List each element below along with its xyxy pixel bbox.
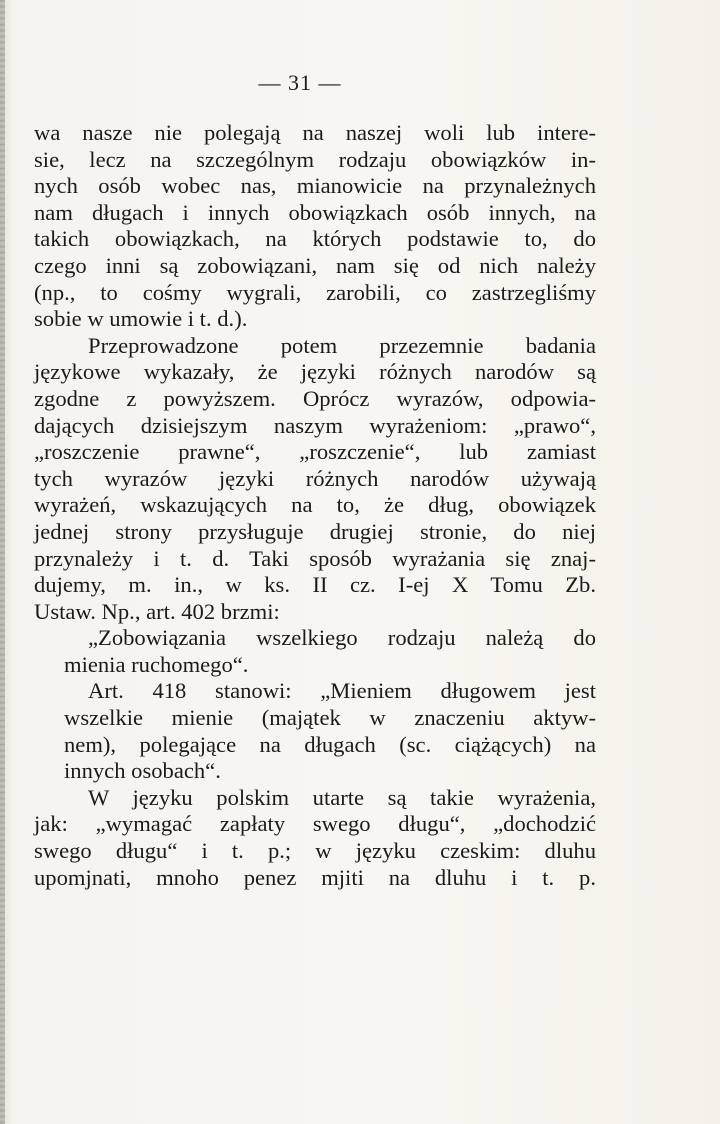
text-line: (np., to cośmy wygrali, zarobili, co zastrzegliśmy bbox=[34, 279, 596, 305]
text-line: wyrażeń, wskazujących na to, że dług, obowiązek bbox=[34, 492, 596, 518]
text-line: zgodne z powyższem. Oprócz wyrazów, odpowia- bbox=[34, 385, 596, 411]
text-line: dujemy, m. in., w ks. II cz. I-ej X Tomu Zb. bbox=[34, 572, 596, 598]
text-line: Art. 418 stanowi: „Mieniem długowem jest bbox=[88, 678, 596, 704]
text-line: nych osób wobec nas, mianowicie na przynależnych bbox=[34, 173, 596, 199]
text-line: innych osobach“. bbox=[64, 758, 221, 784]
paragraph-4 bbox=[34, 678, 596, 784]
text-line: nam długach i innych obowiązkach osób innych, na bbox=[34, 199, 596, 225]
text-line: Przeprowadzone potem przezemnie badania bbox=[88, 332, 596, 358]
text-line: swego długu“ i t. p.; w języku czeskim: dluhu bbox=[34, 838, 596, 864]
text-line: wszelkie mienie (majątek w znaczeniu aktyw- bbox=[64, 705, 596, 731]
body-text bbox=[34, 120, 596, 891]
text-line: upomjnati, mnoho penez mjiti na dluhu i t. p. bbox=[34, 864, 596, 890]
page-number: — 31 — bbox=[258, 70, 342, 95]
text-line: takich obowiązkach, na których podstawie to, do bbox=[34, 226, 596, 252]
text-line: „roszczenie prawne“, „roszczenie“, lub zamiast bbox=[34, 439, 596, 465]
binding-edge bbox=[0, 0, 5, 1124]
text-line: Ustaw. Np., art. 402 brzmi: bbox=[34, 598, 280, 624]
text-line: czego inni są zobowiązani, nam się od nich należy bbox=[34, 252, 596, 278]
paragraph-1 bbox=[34, 120, 596, 333]
quotation-paragraph bbox=[34, 625, 596, 678]
text-line: sie, lecz na szczególnym rodzaju obowiązków in- bbox=[34, 146, 596, 172]
text-line: W języku polskim utarte są takie wyrażenia, bbox=[88, 784, 596, 810]
text-line: sobie w umowie i t. d.). bbox=[34, 306, 248, 332]
paragraph-2 bbox=[34, 333, 596, 626]
text-line: mienia ruchomego“. bbox=[64, 651, 249, 677]
text-line: dających dzisiejszym naszym wyrażeniom: „prawo“, bbox=[34, 412, 596, 438]
paragraph-5 bbox=[34, 785, 596, 891]
text-line: „Zobowiązania wszelkiego rodzaju należą do bbox=[88, 625, 596, 651]
text-line: nem), polegające na długach (sc. ciążących) na bbox=[64, 731, 596, 757]
text-line: jak: „wymagać zapłaty swego długu“, „dochodzić bbox=[34, 811, 596, 837]
text-line: przynależy i t. d. Taki sposób wyrażania się znaj- bbox=[34, 545, 596, 571]
text-line: językowe wykazały, że języki różnych narodów są bbox=[34, 359, 596, 385]
text-line: tych wyrazów języki różnych narodów używają bbox=[34, 465, 596, 491]
text-line: jednej strony przysługuje drugiej stronie, do niej bbox=[34, 518, 596, 544]
text-line: wa nasze nie polegają na naszej woli lub intere- bbox=[34, 120, 596, 145]
